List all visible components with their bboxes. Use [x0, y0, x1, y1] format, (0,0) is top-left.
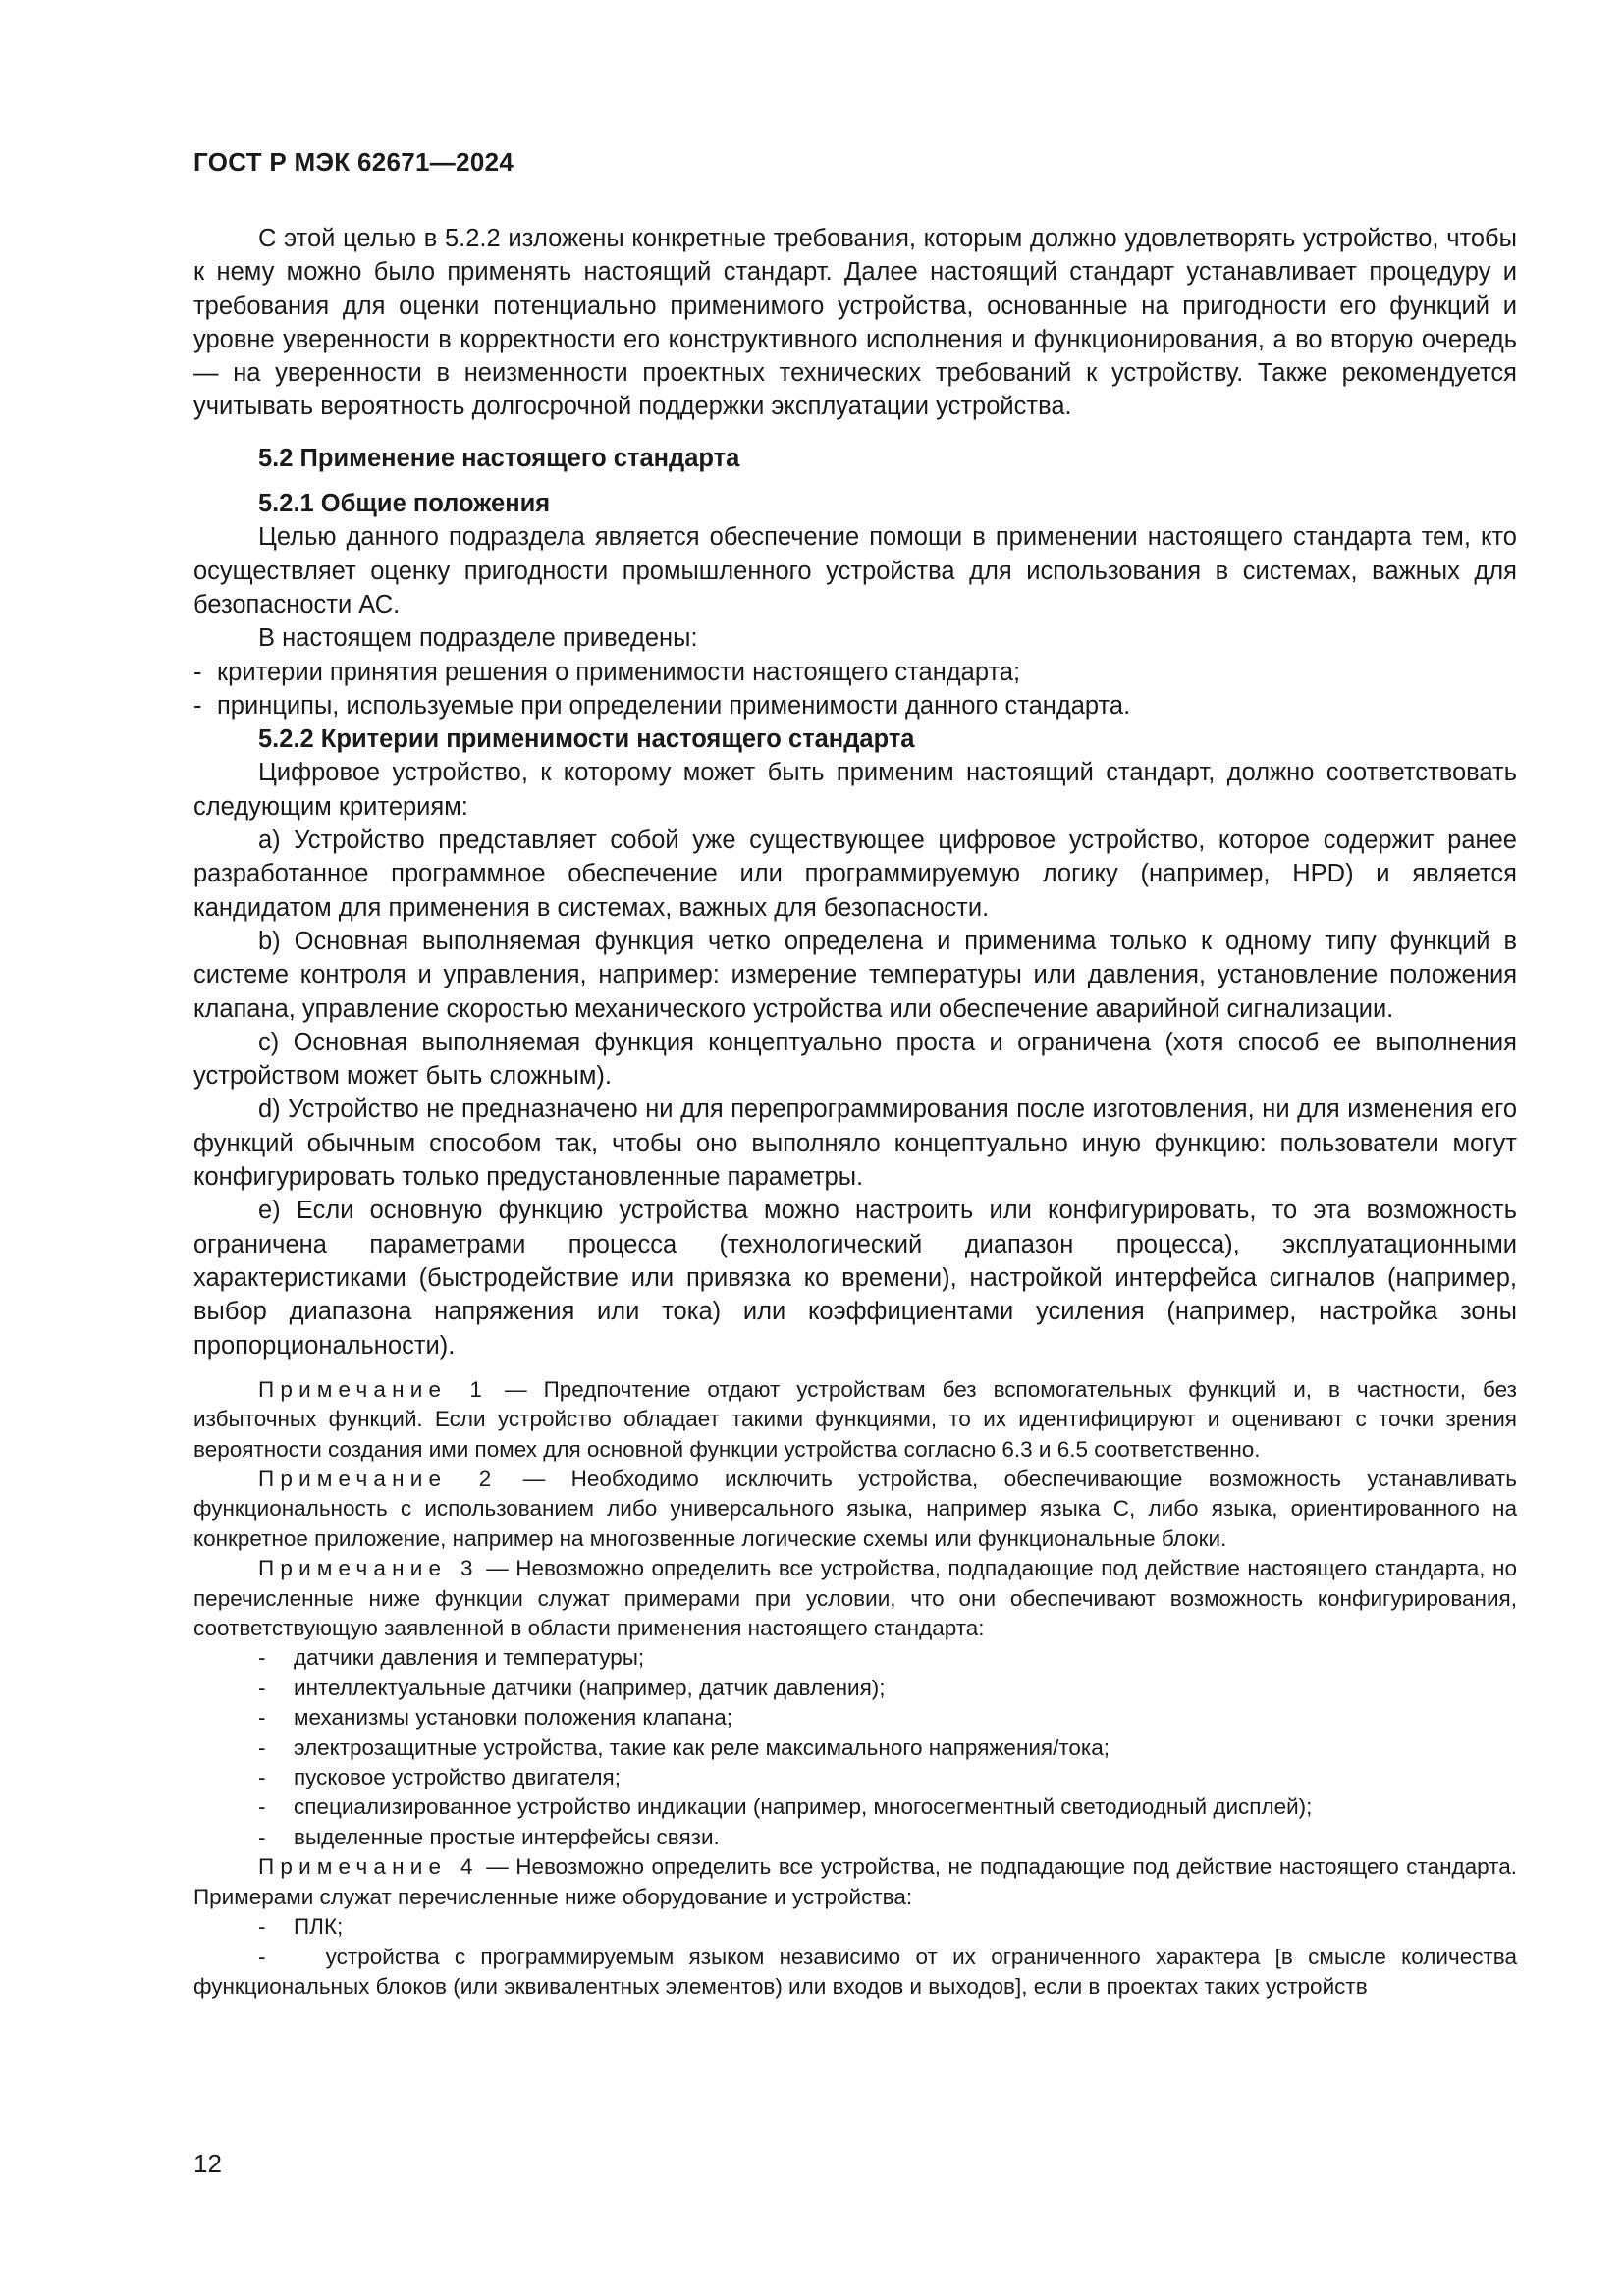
page-number: 12 [193, 2149, 222, 2178]
note-label: Примечание 1 [258, 1376, 489, 1402]
note-list-item: - специализированное устройство индикации (например, многосегментный светодиодный дисплей); [193, 1792, 1517, 1822]
criterion-a: a) Устройство представляет собой уже существующее цифровое устройство, которое содержит ранее разработанное программное обеспечение или программируемую логику (например, HPD) и является кандидатом для применения в системах, важных для безопасности. [193, 827, 1517, 922]
note-text: — Невозможно определить все устройства, не подпадающие под действие настоящего стандарта. Примерами служат перечисленные ниже оборудование и устройства: [193, 1854, 1517, 1909]
note-list-item-continued: - устройства с программируемым языком независимо от их ограниченного характера [в смысле количества функциональных блоков (или эквивалентных элементов) или входов и выходов], если в проектах таких устройств [193, 1944, 1517, 1999]
list-item-text: пусковое устройство двигателя; [294, 1765, 621, 1790]
note-label: Примечание 2 [258, 1467, 498, 1492]
notes-block [193, 1375, 1517, 2002]
note-text: — Предпочтение отдают устройствам без вспомогательных функций и, в частности, без избыточных функций. Если устройство обладает такими функциями, то их идентифицируют и оценивают с точки зрения вероятности создания ими помех для основной функции устройства согласно 6.3 и 6.5 соответственно. [193, 1376, 1517, 1462]
intro-paragraph: С этой целью в 5.2.2 изложены конкретные требования, которым должно удовлетворять устройство, чтобы к нему можно было применять настоящий стандарт. Далее настоящий стандарт устанавливает процедуру и требования для оценки потенциально применимого устройства, основанные на пригодности его функций и уровне уверенности в корректности его конструктивного исполнения и функционирования, а во вторую очередь — на уверенности в неизменности проектных технических требований к устройству. Также рекомендуется учитывать вероятность долгосрочной поддержки эксплуатации устройства. [193, 225, 1517, 421]
section-heading-5-2-1: 5.2.1 Общие положения [258, 490, 551, 518]
note-list-item: - датчики давления и температуры; [193, 1643, 1517, 1673]
note-label: Примечание 4 [258, 1854, 479, 1880]
list-item-text: электрозащитные устройства, такие как реле максимального напряжения/тока; [294, 1735, 1110, 1760]
note-list-item: - механизмы установки положения клапана; [193, 1703, 1517, 1733]
note-text: — Необходимо исключить устройства, обеспечивающие возможность устанавливать функциональность с использованием либо универсального языка, например языка С, либо языка, ориентированного на конкретное приложение, например на многозвенные логические схемы или функциональные блоки. [193, 1467, 1517, 1551]
list-item-text: критерии принятия решения о применимости настоящего стандарта; [217, 658, 1021, 686]
section-5-2-1-intro-list: В настоящем подразделе приведены: [258, 624, 698, 653]
note-label: Примечание 3 [258, 1556, 479, 1581]
list-item-text: принципы, используемые при определении применимости данного стандарта. [217, 691, 1131, 720]
list-item-text: механизмы установки положения клапана; [294, 1705, 733, 1731]
section-heading-5-2-2: 5.2.2 Критерии применимости настоящего стандарта [258, 725, 915, 754]
list-item: - критерии принятия решения о применимости настоящего стандарта; [193, 656, 1517, 689]
criterion-c: c) Основная выполняемая функция концептуально проста и ограничена (хотя способ ее выполнения устройством может быть сложным). [193, 1028, 1517, 1091]
note-text: — Невозможно определить все устройства, подпадающие под действие настоящего стандарта, но перечисленные ниже функции служат примерами при условии, что они обеспечивают возможность конфигурирования, соответствующую заявленной в области применения настоящего стандарта: [193, 1556, 1517, 1641]
list-item-text: выделенные простые интерфейсы связи. [294, 1824, 720, 1849]
section-5-2-2-paragraph: Цифровое устройство, к которому может быть применим настоящий стандарт, должно соответствовать следующим критериям: [193, 759, 1517, 821]
list-item-text: специализированное устройство индикации (например, многосегментный светодиодный дисплей); [294, 1794, 1313, 1820]
page-content [193, 222, 1517, 2002]
note-list-item: - ПЛК; [193, 1912, 1517, 1942]
note-list-item: - электрозащитные устройства, такие как реле максимального напряжения/тока; [193, 1734, 1517, 1763]
note-list-item: - интеллектуальные датчики (например, датчик давления); [193, 1674, 1517, 1703]
note-list-item: - пусковое устройство двигателя; [193, 1763, 1517, 1792]
list-item: - принципы, используемые при определении применимости данного стандарта. [193, 689, 1517, 722]
note-list-item: - выделенные простые интерфейсы связи. [193, 1823, 1517, 1852]
criterion-b: b) Основная выполняемая функция четко определена и применима только к одному типу функций в системе контроля и управления, например: измерение температуры или давления, установление положения клапана, управление скоростью механического устройства или обеспечение аварийной сигнализации. [193, 927, 1517, 1023]
section-heading-5-2: 5.2 Применение настоящего стандарта [258, 444, 740, 472]
note-2 [193, 1465, 1517, 1554]
list-item-text: ПЛК; [294, 1914, 344, 1940]
list-item-text: датчики давления и температуры; [294, 1645, 645, 1671]
note-3 [193, 1554, 1517, 1643]
note-1 [193, 1375, 1517, 1465]
criterion-e: e) Если основную функцию устройства можно настроить или конфигурировать, то эта возможность ограничена параметрами процесса (технологический диапазон процесса), эксплуатационными характеристиками (быстродействие или привязка ко времени), настройкой интерфейса сигналов (например, выбор диапазона напряжения или тока) или коэффициентами усиления (например, настройка зоны пропорциональности). [193, 1197, 1517, 1360]
document-header: ГОСТ Р МЭК 62671—2024 [193, 147, 514, 177]
criterion-d: d) Устройство не предназначено ни для перепрограммирования после изготовления, ни для изменения его функций обычным способом так, чтобы оно выполняло концептуально иную функцию: пользователи могут конфигурировать только предустановленные параметры. [193, 1095, 1517, 1192]
list-item-text: устройства с программируемым языком независимо от их ограниченного характера [в смысле количества функциональных блоков (или эквивалентных элементов) или входов и выходов], если в проектах таких устройств [193, 1944, 1517, 1999]
note-4 [193, 1852, 1517, 1912]
section-5-2-1-paragraph: Целью данного подраздела является обеспечение помощи в применении настоящего стандарта тем, кто осуществляет оценку пригодности промышленного устройства для использования в системах, важных для безопасности АС. [193, 523, 1517, 618]
list-item-text: интеллектуальные датчики (например, датчик давления); [294, 1675, 886, 1700]
